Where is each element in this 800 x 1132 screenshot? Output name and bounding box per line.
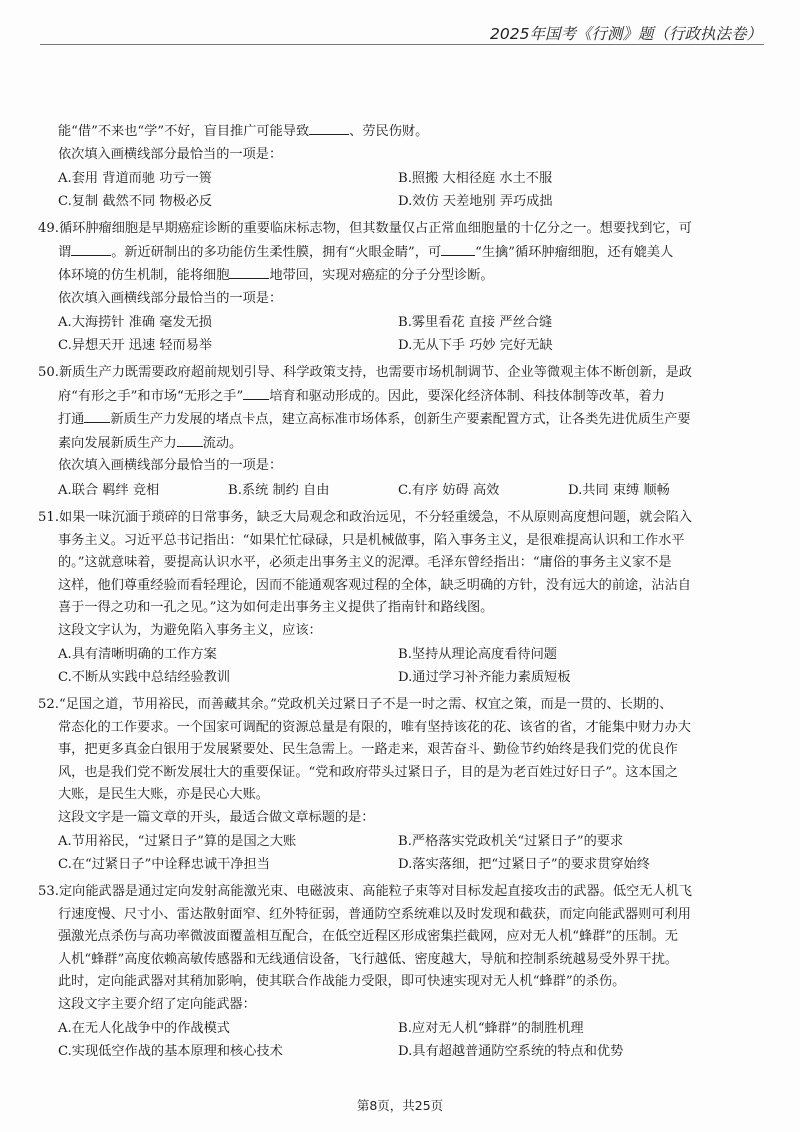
header-divider xyxy=(40,44,764,45)
q53-stem-line-3: 强激光点杀伤与高功率微波面覆盖相互配合，在低空近程区形成密集拦截网，应对无人机“蜂群”的压制。无 xyxy=(58,929,679,944)
q50-stem-line-4 xyxy=(38,432,768,456)
q51-option-b[interactable]: B.坚持从理论高度看待问题 xyxy=(398,647,557,662)
q50-option-a[interactable]: A.联合 羁绊 竞相 xyxy=(58,482,160,498)
question-53 xyxy=(38,881,768,1063)
q52-stem-line-4: 风，也是我们党不断发展壮大的重要保证。“党和政府带头过紧日子，目的是为老百姓过好日子”。这本国之 xyxy=(58,764,679,780)
q48-option-a[interactable]: A.套用 背道而驰 功亏一篑 xyxy=(58,171,212,186)
q50-options xyxy=(38,480,768,503)
q50-text: 打通 xyxy=(58,412,85,427)
page-number: 第8页，共25页 xyxy=(356,1098,444,1113)
q49-text: 。新近研制出的多功能仿生柔性膜，拥有“火眼金睛”，可 xyxy=(111,244,442,260)
q52-stem-line-1: 52.“足国之道，节用裕民，而善藏其余。”党政机关过紧日子不是一时之需、权宜之策，而是一贯的、长期的、 xyxy=(38,697,673,712)
q50-text: 新质生产力发展的堵点卡点，建立高标准市场体系，创新生产要素配置方式，让各类先进优质生产要 xyxy=(110,412,691,427)
q49-option-a[interactable]: A.大海捞针 准确 毫发无损 xyxy=(58,315,212,330)
q53-option-c[interactable]: C.实现低空作战的基本原理和核心技术 xyxy=(58,1043,283,1059)
q50-stem-line-3 xyxy=(38,408,768,432)
q49-option-d[interactable]: D.无从下手 巧妙 完好无缺 xyxy=(398,337,553,353)
q53-stem-line-2: 行速度慢、尺寸小、雷达散射面窄、红外特征弱，普通防空系统难以及时发现和截获，而定向能武器则可利用 xyxy=(58,906,691,922)
q49-stem-line-3 xyxy=(38,264,768,288)
q52-options xyxy=(38,831,768,876)
q49-prompt: 依次填入画横线部分最恰当的一项是： xyxy=(58,290,283,306)
q51-options xyxy=(38,644,768,689)
q48-prompt: 依次填入画横线部分最恰当的一项是： xyxy=(58,146,283,162)
q50-text: 府“有形之手”和市场“无形之手” xyxy=(58,388,244,404)
q53-stem-line-1: 53.定向能武器是通过定向发射高能激光束、电磁波束、高能粒子束等对目标发起直接攻击的武器。低空无人机飞 xyxy=(38,884,692,899)
q52-option-a[interactable]: A.节用裕民，“过紧日子”算的是国之大账 xyxy=(58,834,297,849)
q48-text-a: 能“借”不来也“学”不好，盲目推广可能导致 xyxy=(58,124,310,139)
q52-prompt: 这段文字是一篇文章的开头，最适合做文章标题的是： xyxy=(58,809,375,825)
q51-option-a[interactable]: A.具有清晰明确的工作方案 xyxy=(58,647,217,662)
q51-stem-line-3: 的。”这就意味着，要提高认识水平，必须走出事务主义的泥潭。毛泽东曾经指出：“庸俗的事务主义家不是 xyxy=(58,555,672,570)
q49-blank-3 xyxy=(229,264,269,279)
q48-stem-line xyxy=(38,120,768,144)
q50-text: 流动。 xyxy=(202,435,243,451)
q53-option-d[interactable]: D.具有超越普通防空系统的特点和优势 xyxy=(398,1043,624,1059)
q50-option-c[interactable]: C.有序 妨碍 高效 xyxy=(398,482,500,498)
q52-option-c[interactable]: C.在“过紧日子”中诠释忠诚干净担当 xyxy=(58,856,270,872)
q48-option-d[interactable]: D.效仿 天差地别 弄巧成拙 xyxy=(398,193,553,209)
q49-options xyxy=(38,312,768,357)
q48-text-b: 、劳民伤财。 xyxy=(349,124,429,139)
question-52 xyxy=(38,694,768,876)
question-content xyxy=(38,120,768,1063)
q50-stem-line-2 xyxy=(38,385,768,409)
q53-option-a[interactable]: A.在无人化战争中的作战模式 xyxy=(58,1021,230,1036)
q51-stem-line-2: 事务主义。习近平总书记指出：“如果忙忙碌碌，只是机械做事，陷入事务主义，是很难提高认识和工作水平 xyxy=(58,532,685,548)
page-header: 2025年国考《行测》题（行政执法卷） xyxy=(490,25,762,43)
q51-stem-line-1: 51.如果一味沉湎于琐碎的日常事务，缺乏大局观念和政治远见，不分轻重缓急，不从原则高度想问题，就会陷入 xyxy=(38,510,692,525)
q52-stem-line-2: 常态化的工作要求。一个国家可调配的资源总量是有限的，唯有坚持该花的花、该省的省，才能集中财力办大 xyxy=(58,719,691,735)
q53-stem-line-4: 人机“蜂群”高度依赖高敏传感器和无线通信设备，飞行越低、密度越大，导航和控制系统越易受外界干扰。 xyxy=(58,951,679,967)
q52-stem-line-5: 大账，是民生大账，亦是民心大账。 xyxy=(58,787,269,802)
q50-blank-3 xyxy=(177,432,203,447)
question-51 xyxy=(38,507,768,689)
q50-stem-line-1: 50.新质生产力既需要政府超前规划引导、科学政策支持，也需要市场机制调节、企业等微观主体不断创新，是政 xyxy=(38,365,692,380)
q49-text: 体环境的仿生机制，能将细胞 xyxy=(58,268,230,283)
q53-prompt: 这段文字主要介绍了定向能武器： xyxy=(58,996,256,1012)
q52-stem-line-3: 事，把更多真金白银用于发展紧要处、民生急需上。一路走来，艰苦奋斗、勤俭节约始终是我们党的优良作 xyxy=(58,742,678,757)
q49-stem-line-1: 49.循环肿瘤细胞是早期癌症诊断的重要临床标志物，但其数量仅占正常血细胞量的十亿分之一。想要找到它，可 xyxy=(38,221,692,236)
q49-text: 地带回，实现对癌症的分子分型诊断。 xyxy=(269,268,494,283)
q53-option-b[interactable]: B.应对无人机“蜂群”的制胜机理 xyxy=(398,1021,584,1036)
q49-blank-1 xyxy=(71,241,111,256)
q50-text: 素向发展新质生产力 xyxy=(58,435,177,451)
q50-prompt: 依次填入画横线部分最恰当的一项是： xyxy=(58,458,283,473)
q49-option-c[interactable]: C.异想天开 迅速 轻而易举 xyxy=(58,337,213,353)
q50-blank-2 xyxy=(84,408,110,423)
q51-stem-line-5: 喜于一得之功和一孔之见。”这为如何走出事务主义提供了指南针和路线图。 xyxy=(58,600,494,615)
q48-blank xyxy=(309,120,349,135)
q51-option-d[interactable]: D.通过学习补齐能力素质短板 xyxy=(398,669,571,685)
q49-option-b[interactable]: B.雾里看花 直接 严丝合缝 xyxy=(398,315,553,330)
question-50 xyxy=(38,362,768,502)
q48-option-b[interactable]: B.照搬 大相径庭 水土不服 xyxy=(398,171,553,186)
q50-text: 培育和驱动形成的。因此，要深化经济体制、科技体制等改革，着力 xyxy=(269,388,665,404)
q48-options xyxy=(38,168,768,213)
q48-option-c[interactable]: C.复制 截然不同 物极必反 xyxy=(58,193,213,209)
q50-blank-1 xyxy=(243,385,269,400)
q53-stem-line-5: 此时，定向能武器对其稍加影响，使其联合作战能力受限，即可快速实现对无人机“蜂群”的杀伤。 xyxy=(58,974,626,989)
q49-text: “生擒”循环肿瘤细胞，还有媲美人 xyxy=(475,244,674,260)
q52-option-b[interactable]: B.严格落实党政机关“过紧日子”的要求 xyxy=(398,834,624,849)
q49-text: 谓 xyxy=(58,244,72,260)
q53-options xyxy=(38,1018,768,1063)
question-48 xyxy=(38,120,768,213)
q50-option-b[interactable]: B.系统 制约 自由 xyxy=(228,482,330,498)
q50-option-d[interactable]: D.共同 束缚 顺畅 xyxy=(568,482,670,498)
q51-option-c[interactable]: C.不断从实践中总结经验教训 xyxy=(58,669,231,685)
question-49 xyxy=(38,218,768,357)
q49-blank-2 xyxy=(441,241,475,256)
q51-stem-line-4: 这样，他们尊重经验而看轻理论，因而不能通观客观过程的全体，缺乏明确的方针，没有远大的前途，沾沾自 xyxy=(58,577,691,593)
q51-prompt: 这段文字认为，为避免陷入事务主义，应该： xyxy=(58,622,322,638)
q52-option-d[interactable]: D.落实落细，把“过紧日子”的要求贯穿始终 xyxy=(398,856,650,872)
q49-stem-line-2 xyxy=(38,241,768,265)
